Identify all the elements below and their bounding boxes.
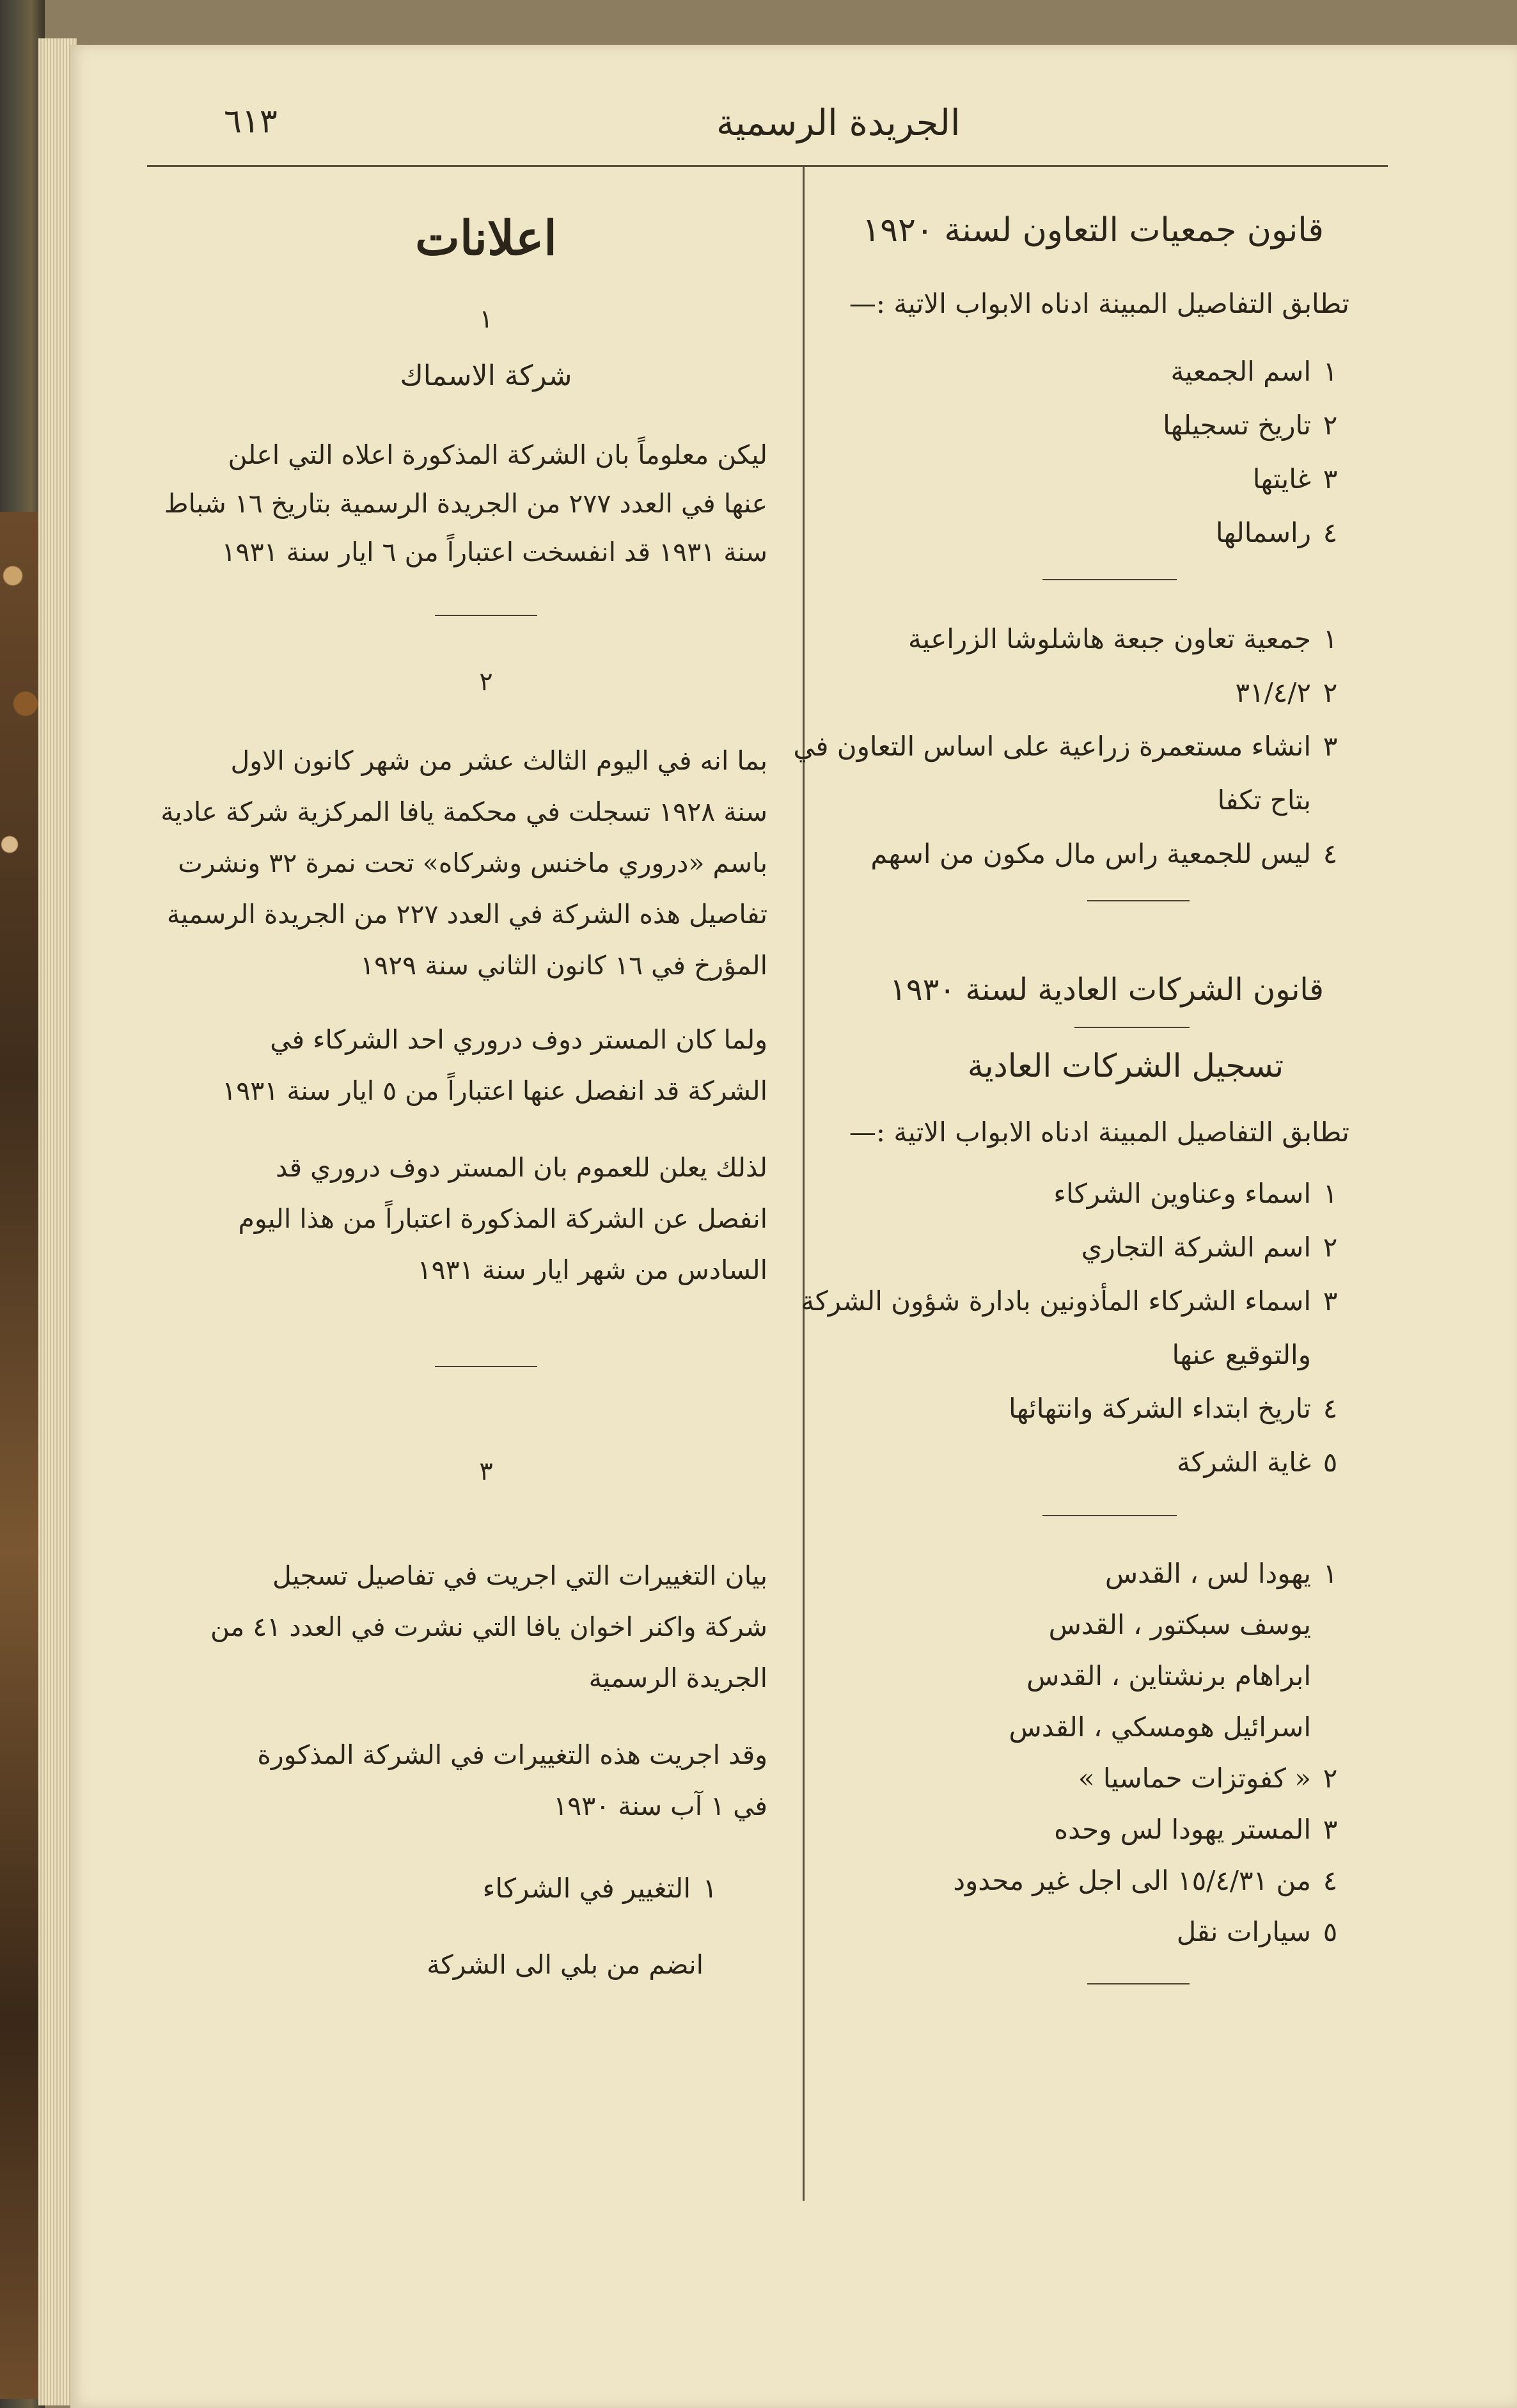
item-text: التغيير في الشركاء bbox=[482, 1873, 691, 1904]
value-row bbox=[851, 1906, 1349, 1958]
notice-3-para-1 bbox=[205, 1550, 767, 1704]
text-line: بيان التغييرات التي اجريت في تفاصيل تسجيل bbox=[272, 1560, 767, 1591]
field-label: اسم الشركة التجاري bbox=[1081, 1232, 1311, 1263]
field-row bbox=[851, 345, 1349, 399]
field-number: ١ bbox=[1323, 1178, 1338, 1209]
value-number bbox=[1311, 1599, 1349, 1651]
value-text: انشاء مستعمرة زراعية على اساس التعاون في bbox=[793, 731, 1311, 762]
notice-2-para-3 bbox=[205, 1142, 767, 1295]
field-label: اسماء الشركاء المأذونين بادارة شؤون الشركة bbox=[801, 1285, 1311, 1317]
field-row bbox=[851, 1328, 1349, 1382]
field-row bbox=[851, 399, 1349, 452]
divider bbox=[1074, 1027, 1190, 1028]
notices-column bbox=[161, 211, 767, 1990]
registrations-column bbox=[793, 211, 1349, 1984]
value-text: يوسف سبكتور ، القدس bbox=[1048, 1609, 1311, 1640]
field-row bbox=[851, 1167, 1349, 1221]
field-number: ٣ bbox=[1323, 1285, 1338, 1317]
field-number: ٣ bbox=[1323, 463, 1338, 495]
field-row bbox=[801, 1274, 1349, 1328]
value-row bbox=[851, 612, 1349, 666]
text-line: وقد اجريت هذه التغييرات في الشركة المذكورة bbox=[257, 1739, 767, 1770]
value-row bbox=[851, 666, 1349, 720]
notice-3-para-2 bbox=[205, 1729, 767, 1832]
field-label: غايتها bbox=[1252, 463, 1311, 495]
field-number: ٤ bbox=[1323, 517, 1338, 548]
field-label: غاية الشركة bbox=[1177, 1446, 1311, 1478]
value-number: ٣ bbox=[1323, 1814, 1338, 1845]
page-number: ٦١٣ bbox=[224, 102, 278, 141]
header-rule bbox=[147, 165, 1388, 167]
value-number: ٢ bbox=[1323, 1762, 1338, 1794]
value-number bbox=[1311, 1651, 1349, 1702]
value-text: ابراهام برنشتاين ، القدس bbox=[1026, 1660, 1311, 1691]
section-1-values bbox=[793, 612, 1349, 881]
field-label: والتوقيع عنها bbox=[1172, 1339, 1311, 1370]
value-number: ٤ bbox=[1323, 838, 1338, 869]
section-2-fields bbox=[801, 1167, 1349, 1489]
field-row bbox=[851, 1221, 1349, 1274]
notices-title: اعلانات bbox=[415, 211, 557, 266]
marbled-cover bbox=[0, 512, 38, 2399]
text-line: في ١ آب سنة ١٩٣٠ bbox=[553, 1791, 767, 1821]
section-2-intro: تطابق التفاصيل المبينة ادناه الابواب الاتية :— bbox=[849, 1116, 1349, 1148]
field-label: اسم الجمعية bbox=[1170, 356, 1311, 387]
value-text: جمعية تعاون جبعة هاشلوشا الزراعية bbox=[908, 623, 1311, 654]
notice-1-heading: شركة الاسماك bbox=[400, 360, 572, 392]
value-text: ليس للجمعية راس مال مكون من اسهم bbox=[870, 838, 1311, 869]
notice-3-number: ٣ bbox=[479, 1457, 493, 1486]
divider bbox=[435, 1366, 537, 1367]
text-line: عنها في العدد ٢٧٧ من الجريدة الرسمية بتاريخ ١٦ شباط bbox=[164, 488, 767, 519]
notice-2-para-1 bbox=[161, 735, 767, 991]
field-row bbox=[851, 506, 1349, 560]
value-number: ١ bbox=[1323, 1558, 1338, 1589]
value-row bbox=[793, 720, 1349, 773]
value-text: من ١٥/٤/٣١ الى اجل غير محدود bbox=[953, 1865, 1311, 1896]
value-row bbox=[851, 1855, 1349, 1906]
value-text: بتاح تكفا bbox=[1217, 784, 1311, 816]
value-text: اسرائيل هومسكي ، القدس bbox=[1009, 1711, 1311, 1743]
text-line: انفصل عن الشركة المذكورة اعتباراً من هذا اليوم bbox=[238, 1203, 767, 1234]
notice-1-number: ١ bbox=[479, 305, 493, 334]
value-number: ٢ bbox=[1323, 677, 1338, 708]
notice-2-para-2 bbox=[205, 1014, 767, 1116]
value-text: سيارات نقل bbox=[1176, 1916, 1311, 1947]
value-number bbox=[1311, 1702, 1349, 1753]
value-row bbox=[851, 1599, 1349, 1651]
field-number: ١ bbox=[1323, 356, 1338, 387]
value-number: ٣ bbox=[1323, 731, 1338, 762]
field-row bbox=[851, 1382, 1349, 1436]
section-1-fields bbox=[851, 345, 1349, 560]
value-row bbox=[851, 1702, 1349, 1753]
header-title: الجريدة الرسمية bbox=[716, 102, 961, 144]
text-line: لذلك يعلن للعموم بان المستر دوف دروري قد bbox=[276, 1152, 767, 1183]
text-line: سنة ١٩٢٨ تسجلت في محكمة يافا المركزية شركة عادية bbox=[161, 796, 767, 827]
section-2-title: قانون الشركات العادية لسنة ١٩٣٠ bbox=[890, 972, 1324, 1008]
value-row bbox=[851, 1753, 1349, 1804]
value-text: المستر يهودا لس وحده bbox=[1054, 1814, 1311, 1845]
value-row bbox=[851, 1548, 1349, 1599]
text-line: السادس من شهر ايار سنة ١٩٣١ bbox=[417, 1255, 767, 1285]
text-line: انضم من بلي الى الشركة bbox=[427, 1949, 703, 1980]
text-line: باسم «دروري ماخنس وشركاه» تحت نمرة ٣٢ ونشرت bbox=[178, 848, 767, 878]
divider bbox=[1087, 1983, 1190, 1984]
divider bbox=[1042, 1515, 1177, 1516]
field-row bbox=[851, 452, 1349, 506]
field-label: راسمالها bbox=[1215, 517, 1311, 548]
field-row bbox=[851, 1436, 1349, 1489]
text-line: ليكن معلوماً بان الشركة المذكورة اعلاه التي اعلن bbox=[228, 440, 767, 470]
value-text: « كفوتزات حماسيا » bbox=[1078, 1762, 1311, 1794]
value-row bbox=[851, 1804, 1349, 1855]
field-number: ٥ bbox=[1323, 1446, 1338, 1478]
value-text: ٣١/٤/٢ bbox=[1235, 677, 1311, 708]
value-number: ٥ bbox=[1323, 1916, 1338, 1947]
value-text: يهودا لس ، القدس bbox=[1104, 1558, 1311, 1589]
notice-1-body bbox=[164, 431, 767, 576]
field-label: تاريخ تسجيلها bbox=[1163, 409, 1311, 441]
item-number: ١ bbox=[702, 1873, 718, 1904]
divider bbox=[1087, 900, 1190, 901]
notice-3-item bbox=[205, 1870, 767, 1907]
value-row bbox=[851, 827, 1349, 881]
text-line: الشركة قد انفصل عنها اعتباراً من ٥ ايار سنة ١٩٣١ bbox=[222, 1075, 767, 1106]
field-number: ٤ bbox=[1323, 1393, 1338, 1424]
field-label: اسماء وعناوين الشركاء bbox=[1053, 1178, 1311, 1209]
value-number bbox=[1311, 773, 1349, 827]
divider bbox=[1042, 579, 1177, 580]
text-line: ولما كان المستر دوف دروري احد الشركاء في bbox=[270, 1024, 767, 1055]
field-label: تاريخ ابتداء الشركة وانتهائها bbox=[1008, 1393, 1311, 1424]
value-row bbox=[851, 773, 1349, 827]
notice-2-number: ٢ bbox=[479, 667, 493, 697]
section-1-intro: تطابق التفاصيل المبينة ادناه الابواب الاتية :— bbox=[849, 288, 1349, 319]
section-2-subtitle: تسجيل الشركات العادية bbox=[967, 1047, 1284, 1084]
column-rule bbox=[803, 166, 805, 2201]
field-number: ٢ bbox=[1323, 1232, 1338, 1263]
text-line: المؤرخ في ١٦ كانون الثاني سنة ١٩٢٩ bbox=[360, 950, 767, 981]
text-line: الجريدة الرسمية bbox=[588, 1663, 767, 1693]
text-line: سنة ١٩٣١ قد انفسخت اعتباراً من ٦ ايار سنة ١٩٣١ bbox=[221, 537, 767, 567]
text-line: تفاصيل هذه الشركة في العدد ٢٢٧ من الجريدة الرسمية bbox=[166, 899, 767, 930]
value-number: ١ bbox=[1323, 623, 1338, 654]
field-number: ٢ bbox=[1323, 409, 1338, 441]
value-number: ٤ bbox=[1323, 1865, 1338, 1896]
section-2-values bbox=[851, 1548, 1349, 1958]
text-line: بما انه في اليوم الثالث عشر من شهر كانون الاول bbox=[230, 745, 767, 776]
divider bbox=[435, 615, 537, 616]
value-row bbox=[851, 1651, 1349, 1702]
field-number bbox=[1311, 1328, 1349, 1382]
section-1-title: قانون جمعيات التعاون لسنة ١٩٢٠ bbox=[862, 211, 1324, 250]
text-line: شركة واكنر اخوان يافا التي نشرت في العدد ٤١ من bbox=[210, 1612, 767, 1642]
